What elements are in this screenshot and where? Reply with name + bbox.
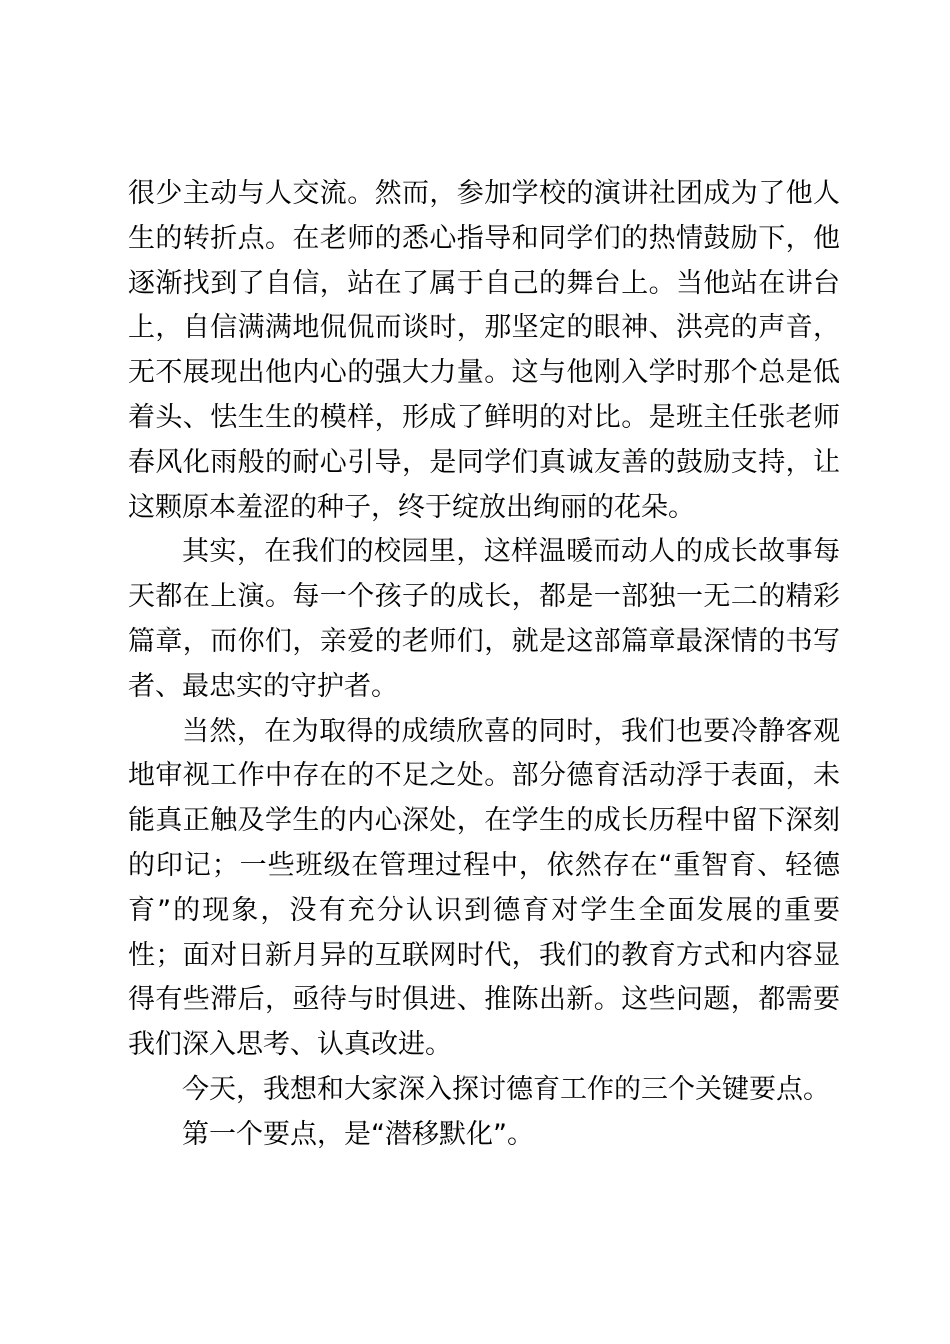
paragraph-continuation: 很少主动与人交流。然而，参加学校的演讲社团成为了他人生的转折点。在老师的悉心指导和同学们的热情鼓励下，他逐渐找到了自信，站在了属于自己的舞台上。当他站在讲台上，自信满满地侃侃而谈时，那坚定的眼神、洪亮的声音，无不展现出他内心的强大力量。这与他刚入学时那个总是低着头、怯生生的模样，形成了鲜明的对比。是班主任张老师春风化雨般的耐心引导，是同学们真诚友善的鼓励支持，让这颗原本羞涩的种子，终于绽放出绚丽的花朵。: [128, 178, 840, 523]
paragraph-key-points-intro: 今天，我想和大家深入探讨德育工作的三个关键要点。: [182, 1073, 830, 1105]
document-body: [128, 172, 840, 1158]
paragraph-shortcomings: 当然，在为取得的成绩欣喜的同时，我们也要冷静客观地审视工作中存在的不足之处。部分德育活动浮于表面，未能真正触及学生的内心深处，在学生的成长历程中留下深刻的印记；一些班级在管理过程中，依然存在“重智育、轻德育”的现象，没有充分认识到德育对学生全面发展的重要性；面对日新月异的互联网时代，我们的教育方式和内容显得有些滞后，亟待与时俱进、推陈出新。这些问题，都需要我们深入思考、认真改进。: [128, 715, 840, 1061]
paragraph-first-point: 第一个要点，是“潜移默化”。: [182, 1118, 534, 1150]
paragraph-campus-stories: 其实，在我们的校园里，这样温暖而动人的成长故事每天都在上演。每一个孩子的成长，都是一部独一无二的精彩篇章，而你们，亲爱的老师们，就是这部篇章最深情的书写者、最忠实的守护者。: [128, 536, 840, 702]
